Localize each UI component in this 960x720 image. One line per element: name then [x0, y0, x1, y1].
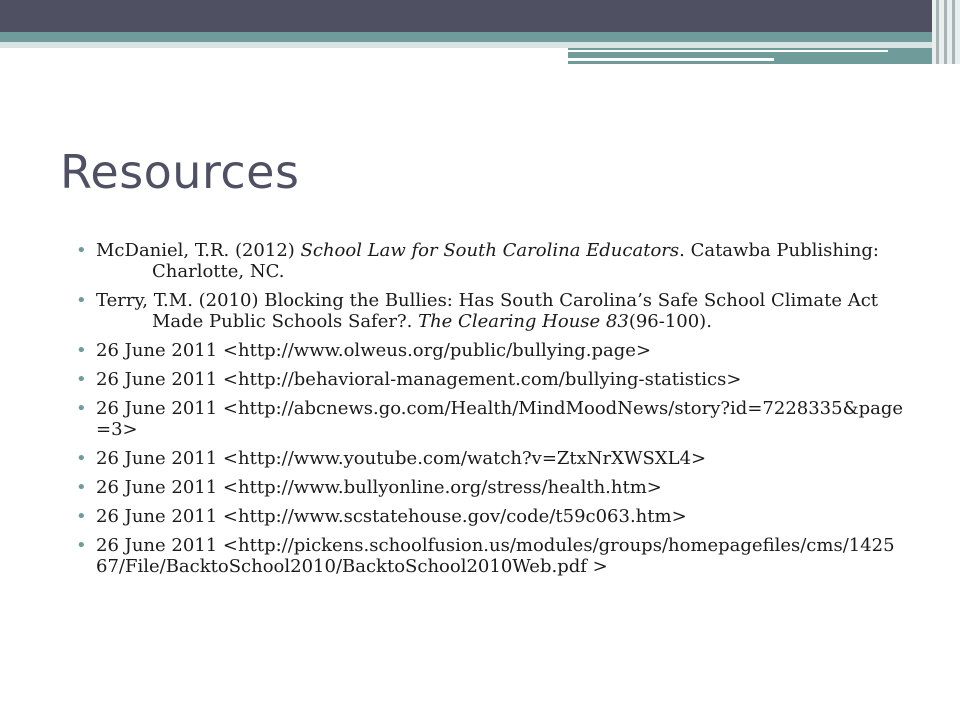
slide-title: Resources [60, 145, 300, 199]
bullet-icon: • [76, 477, 87, 498]
reference-pages: (96-100). [628, 311, 712, 332]
reference-text [96, 290, 906, 332]
reference-link-text: 26 June 2011 <http://abcnews.go.com/Health/MindMoodNews/story?id=7228335&page=3> [96, 398, 904, 440]
bullet-icon: • [76, 340, 87, 361]
header-stripe [952, 0, 955, 64]
header-stripe [936, 0, 939, 64]
reference-item [76, 340, 906, 361]
reference-item [76, 398, 906, 440]
reference-item [76, 477, 906, 498]
header-bar-dark [0, 0, 932, 32]
reference-link-text: 26 June 2011 <http://www.bullyonline.org/stress/health.htm> [96, 477, 662, 498]
reference-link-text: 26 June 2011 <http://behavioral-management.com/bullying-statistics> [96, 369, 742, 390]
reference-article: Terry, T.M. (2010) Blocking the Bullies: Has South Carolina’s Safe School Climate Act Made Public Schools Safer?. [96, 290, 879, 332]
reference-link-text: 26 June 2011 <http://www.olweus.org/public/bullying.page> [96, 340, 652, 361]
references-list [76, 240, 906, 585]
bullet-icon: • [76, 448, 87, 469]
reference-link-text: 26 June 2011 <http://www.scstatehouse.gov/code/t59c063.htm> [96, 506, 687, 527]
header-bar-teal [0, 32, 932, 42]
reference-item [76, 240, 906, 282]
header-accent-line [568, 50, 888, 52]
reference-journal: The Clearing House 83 [418, 311, 629, 332]
reference-link-text: 26 June 2011 <http://www.youtube.com/watch?v=ZtxNrXWSXL4> [96, 448, 707, 469]
reference-link-text: 26 June 2011 <http://pickens.schoolfusion.us/modules/groups/homepagefiles/cms/142567/File/BacktoSchool2010/BacktoSchool2010Web.pdf > [96, 535, 895, 577]
header-stripe [944, 0, 947, 64]
reference-item [76, 448, 906, 469]
reference-book-title: School Law for South Carolina Educators [300, 240, 680, 261]
reference-item [76, 369, 906, 390]
reference-item [76, 290, 906, 332]
bullet-icon: • [76, 398, 87, 419]
bullet-icon: • [76, 506, 87, 527]
reference-text [96, 240, 906, 282]
reference-publisher: . Catawba Publishing: Charlotte, NC. [152, 240, 879, 282]
bullet-icon: • [76, 535, 87, 556]
reference-authors: McDaniel, T.R. (2012) [96, 240, 301, 261]
decorative-header-band [0, 0, 960, 64]
bullet-icon: • [76, 240, 87, 261]
reference-item [76, 535, 906, 577]
bullet-icon: • [76, 290, 87, 311]
reference-item [76, 506, 906, 527]
bullet-icon: • [76, 369, 87, 390]
header-accent-line-short [568, 58, 774, 61]
